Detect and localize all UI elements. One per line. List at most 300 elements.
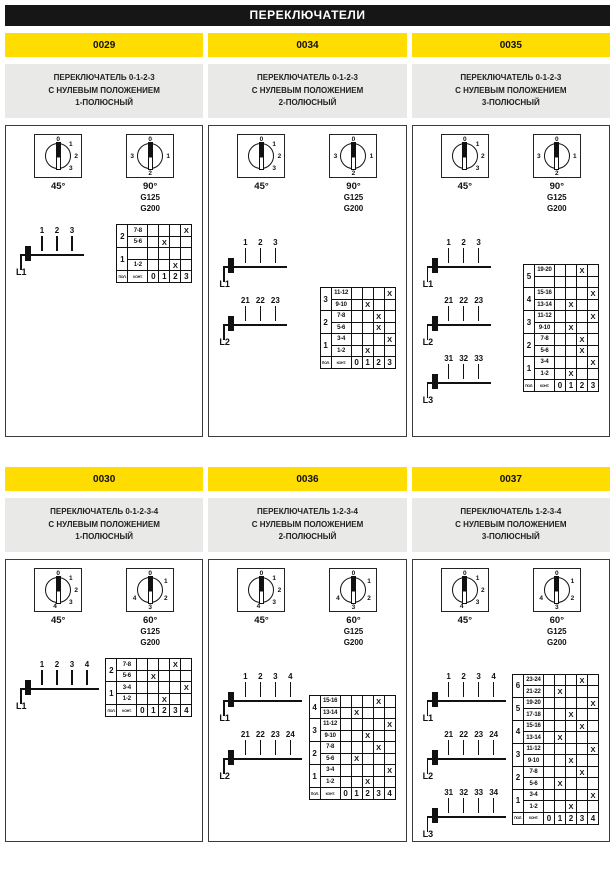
contacts-cell: 1-2 (523, 801, 543, 813)
contacts-cell: 11-12 (534, 311, 554, 323)
state-cell (351, 719, 362, 731)
knob-position-label: 2 (351, 169, 356, 177)
terminal-line (275, 306, 277, 321)
knob-position-label: 1 (163, 578, 168, 585)
pole-diagrams (423, 672, 507, 840)
x-mark-cell: X (576, 345, 587, 357)
terminal-number: 21 (444, 296, 454, 306)
terminal-line (493, 798, 495, 813)
rotary-switch-diagram (441, 134, 489, 178)
terminal-number: 3 (273, 238, 278, 248)
description-line: ПЕРЕКЛЮЧАТЕЛЬ 0-1-2-3 (256, 73, 358, 83)
description-line: ПЕРЕКЛЮЧАТЕЛЬ 1-2-3-4 (460, 507, 562, 517)
contact-table-wrap (523, 264, 599, 392)
knob-position-label: 3 (272, 598, 276, 606)
terminal-line (245, 248, 247, 263)
knob-position-label: 3 (69, 164, 73, 172)
description-block (5, 498, 203, 552)
state-cell (148, 236, 159, 248)
terminal-number: 22 (459, 730, 469, 740)
state-cell (362, 322, 373, 334)
state-cell (159, 259, 170, 271)
state-cell (587, 755, 598, 767)
knob-pointer-icon (351, 576, 356, 604)
table-footer-row (117, 271, 192, 283)
table-row (320, 288, 395, 300)
knob-position-label: 3 (475, 164, 480, 172)
actuator-block-icon (432, 258, 438, 273)
state-cell (137, 659, 148, 671)
code-header: 0034 (208, 33, 406, 57)
pole-diagrams (16, 226, 100, 278)
state-cell (587, 686, 598, 698)
terminal-line (463, 364, 465, 379)
x-mark-cell: X (384, 288, 395, 300)
knob-position-label: 2 (277, 152, 282, 160)
terminal-line (260, 740, 262, 755)
panel-cell-0029 (5, 33, 203, 437)
state-cell (543, 709, 554, 721)
state-cell (565, 697, 576, 709)
state-cell (373, 776, 384, 788)
table-row (512, 789, 598, 801)
contact-bar-line (427, 700, 506, 702)
state-cell (351, 311, 362, 323)
table-row (309, 719, 395, 731)
actuator-block-icon (228, 258, 234, 273)
pole-diagram (219, 296, 291, 348)
group-cell: 2 (106, 659, 117, 682)
table-row (309, 753, 395, 765)
position-cell: 3 (384, 357, 395, 369)
state-cell (587, 345, 598, 357)
contacts-cell: 13-14 (320, 707, 340, 719)
knob-row (413, 126, 609, 214)
state-cell (159, 225, 170, 237)
group-cell: 4 (512, 720, 523, 743)
description-line: 1-ПОЛЮСНЫЙ (75, 98, 134, 108)
state-cell (362, 288, 373, 300)
state-cell (181, 236, 192, 248)
knob-pointer-icon (148, 576, 153, 604)
terminal-line (71, 236, 73, 251)
pole-feed-label: L3 (422, 829, 434, 840)
group-cell: 3 (512, 743, 523, 766)
panel-body (209, 648, 405, 841)
pole-diagrams (219, 672, 303, 782)
pole-diagram (423, 730, 510, 782)
knob-position-label: 4 (336, 595, 340, 602)
group-cell: 2 (117, 225, 128, 248)
knob-position-label: 3 (351, 603, 356, 611)
knob-pointer-icon (259, 576, 264, 604)
terminal-number: 4 (288, 672, 293, 682)
state-cell (340, 730, 351, 742)
state-cell (373, 765, 384, 777)
contacts-cell: 9-10 (331, 299, 351, 311)
x-mark-cell: X (565, 755, 576, 767)
state-cell (587, 778, 598, 790)
state-cell (554, 368, 565, 380)
knob-position-label: 0 (463, 569, 467, 577)
terminal-number: 2 (461, 238, 466, 248)
knob-position-label: 2 (367, 595, 371, 602)
terminal-number: 2 (461, 672, 466, 682)
terminal-number: 3 (69, 226, 75, 236)
terminal-number: 31 (444, 788, 454, 798)
state-cell (373, 345, 384, 357)
state-cell (148, 225, 159, 237)
x-mark-cell: X (587, 288, 598, 300)
position-cell: 3 (170, 705, 181, 717)
code-header: 0030 (5, 467, 203, 491)
state-cell (148, 259, 159, 271)
group-cell: 3 (320, 288, 331, 311)
contact-table-wrap (320, 287, 396, 369)
contact-state-table (523, 264, 599, 392)
terminal-number: 4 (84, 660, 90, 670)
state-cell (554, 697, 565, 709)
knob-variant-label: G125 (547, 193, 567, 202)
terminal-number: 21 (240, 296, 250, 306)
table-row (309, 742, 395, 754)
x-mark-cell: X (362, 776, 373, 788)
description-line: ПЕРЕКЛЮЧАТЕЛЬ 0-1-2-3-4 (50, 507, 159, 517)
terminal-line (478, 740, 480, 755)
rotary-switch-diagram (34, 568, 82, 612)
state-cell (554, 334, 565, 346)
contact-state-table (105, 658, 192, 717)
contacts-cell: 5-6 (523, 778, 543, 790)
terminal-number: 34 (489, 788, 499, 798)
terminal-line (478, 364, 480, 379)
x-mark-cell: X (565, 299, 576, 311)
contacts-cell: 1-2 (331, 345, 351, 357)
table-row (117, 236, 192, 248)
state-cell (554, 322, 565, 334)
group-cell: 1 (106, 682, 117, 705)
terminal-line (260, 248, 262, 263)
terminal-number: 33 (474, 788, 484, 798)
state-cell (565, 357, 576, 369)
panel-body (209, 214, 405, 436)
contact-bar-line (20, 688, 99, 690)
description-block (412, 498, 610, 552)
state-cell (384, 345, 395, 357)
x-mark-cell: X (565, 801, 576, 813)
knob-pointer-icon (56, 142, 61, 170)
description-line: ПЕРЕКЛЮЧАТЕЛЬ 0-1-2-3 (53, 73, 155, 83)
contacts-cell: 13-14 (534, 299, 554, 311)
description-block (5, 64, 203, 118)
table-row (512, 766, 598, 778)
pole-diagrams (16, 660, 100, 712)
group-cell: 3 (309, 719, 320, 742)
table-row (309, 776, 395, 788)
state-cell (587, 709, 598, 721)
knob-position-label: 2 (163, 595, 168, 602)
state-cell (362, 753, 373, 765)
knob-variant-label: G200 (140, 204, 160, 214)
contacts-cell: 1-2 (534, 368, 554, 380)
state-cell (543, 778, 554, 790)
state-cell (587, 265, 598, 277)
description-block (208, 498, 406, 552)
terminal-line (463, 306, 465, 321)
table-row (523, 322, 598, 334)
pole-diagram (16, 226, 88, 278)
terminal-line (478, 248, 480, 263)
x-mark-cell: X (351, 707, 362, 719)
x-mark-cell: X (362, 730, 373, 742)
description-line: С НУЛЕВЫМ ПОЛОЖЕНИЕМ (48, 519, 160, 529)
terminal-number: 23 (270, 296, 280, 306)
knob-variant-label: G125 (140, 193, 160, 202)
switch-panel (5, 125, 203, 437)
x-mark-cell: X (587, 697, 598, 709)
state-cell (543, 720, 554, 732)
footer-cont-label: КОНТ. (331, 357, 351, 369)
table-row (512, 778, 598, 790)
table-row (106, 659, 192, 671)
terminal-line (448, 682, 450, 697)
state-cell (351, 345, 362, 357)
state-cell (587, 276, 598, 288)
position-cell: 0 (148, 271, 159, 283)
knob-angle-label: 45° (254, 615, 269, 626)
table-row (117, 225, 192, 237)
x-mark-cell: X (554, 732, 565, 744)
x-mark-cell: X (373, 322, 384, 334)
panel-cell-0037 (412, 467, 610, 842)
terminal-line (290, 740, 292, 755)
contact-bar-line (223, 700, 302, 702)
knob-row (209, 560, 405, 648)
contacts-cell: 1-2 (117, 693, 137, 705)
x-mark-cell: X (565, 709, 576, 721)
contacts-cell: 11-12 (320, 719, 340, 731)
x-mark-cell: X (587, 743, 598, 755)
x-mark-cell: X (373, 742, 384, 754)
state-cell (351, 299, 362, 311)
position-cell: 4 (181, 705, 192, 717)
knob-position-label: 3 (69, 598, 73, 606)
knob-position-label: 1 (475, 140, 480, 148)
contacts-cell: 19-20 (534, 265, 554, 277)
knob-position-label: 0 (351, 135, 356, 143)
contact-table-wrap (116, 224, 192, 283)
terminal-number: 3 (476, 238, 481, 248)
terminal-line (463, 682, 465, 697)
description-line: С НУЛЕВЫМ ПОЛОЖЕНИЕМ (251, 519, 364, 529)
table-row (523, 368, 598, 380)
state-cell (554, 345, 565, 357)
state-cell (565, 743, 576, 755)
state-cell (587, 801, 598, 813)
terminal-line (478, 306, 480, 321)
contacts-cell: 7-8 (117, 659, 137, 671)
knob-position-label: 4 (53, 603, 57, 611)
group-cell: 3 (523, 311, 534, 334)
knob-angle-label: 60° (549, 615, 564, 626)
description-block (412, 64, 610, 118)
state-cell (181, 659, 192, 671)
pole-feed-label: L1 (219, 713, 230, 724)
terminal-line (260, 682, 262, 697)
contacts-cell: 15-16 (320, 696, 340, 708)
actuator-block-icon (228, 692, 234, 707)
footer-cont-label: КОНТ. (320, 788, 340, 800)
state-cell (384, 742, 395, 754)
state-cell (576, 778, 587, 790)
contacts-cell: 3-4 (320, 765, 340, 777)
knob-position-label: 0 (463, 135, 467, 143)
footer-cont-label: КОНТ. (534, 380, 554, 392)
knob-position-label: 0 (555, 569, 559, 577)
knob-angle-label: 90° (142, 181, 158, 192)
knob-position-label: 0 (56, 135, 60, 143)
description-line: ПЕРЕКЛЮЧАТЕЛЬ 0-1-2-3 (460, 73, 562, 83)
group-cell: 2 (309, 742, 320, 765)
state-cell (384, 299, 395, 311)
pole-diagram (16, 660, 103, 712)
pole-diagrams (423, 238, 507, 406)
contact-table-wrap (309, 695, 396, 800)
state-cell (148, 693, 159, 705)
switch-panel (412, 559, 610, 842)
knob-variant-label: G200 (140, 638, 160, 648)
terminal-line (275, 682, 277, 697)
x-mark-cell: X (181, 682, 192, 694)
x-mark-cell: X (384, 334, 395, 346)
knob-position-label: 0 (56, 569, 60, 577)
state-cell (565, 720, 576, 732)
panel-grid (5, 33, 610, 842)
table-row (523, 334, 598, 346)
knob-row (6, 560, 202, 648)
knob-position-label: 2 (277, 586, 282, 594)
x-mark-cell: X (159, 236, 170, 248)
x-mark-cell: X (159, 693, 170, 705)
state-cell (565, 265, 576, 277)
position-cell: 2 (159, 705, 170, 717)
knob-position-label: 1 (573, 152, 577, 160)
knob-position-label: 3 (475, 598, 480, 606)
contacts-cell: 11-12 (523, 743, 543, 755)
description-line: С НУЛЕВЫМ ПОЛОЖЕНИЕМ (455, 85, 567, 95)
table-row (320, 311, 395, 323)
state-cell (373, 299, 384, 311)
group-cell: 5 (512, 697, 523, 720)
table-footer-row (309, 788, 395, 800)
code-header: 0037 (412, 467, 610, 491)
description-line: ПЕРЕКЛЮЧАТЕЛЬ 1-2-3-4 (256, 507, 358, 517)
state-cell (351, 288, 362, 300)
table-row (106, 682, 192, 694)
terminal-line (448, 740, 450, 755)
knob-position-label: 3 (130, 152, 134, 160)
knob-position-label: 3 (148, 603, 152, 611)
switch-panel (412, 125, 610, 437)
table-row (117, 248, 192, 260)
knob-position-label: 1 (369, 152, 374, 160)
terminal-line (275, 248, 277, 263)
rotary-switch-diagram (34, 134, 82, 178)
knob-position-label: 0 (259, 569, 264, 577)
knob-position-label: 1 (367, 578, 371, 585)
pole-feed-label: L2 (422, 771, 434, 782)
knob-variant-label: G125 (547, 627, 567, 636)
actuator-block-icon (228, 316, 234, 331)
contacts-cell: 17-18 (523, 709, 543, 721)
terminal-line (463, 740, 465, 755)
knob-angle-label: 60° (142, 615, 158, 626)
table-row (523, 345, 598, 357)
state-cell (170, 236, 181, 248)
knob-position-label: 0 (259, 135, 264, 143)
state-cell (543, 697, 554, 709)
position-cell: 1 (362, 357, 373, 369)
knob-position-label: 0 (148, 569, 152, 577)
state-cell (565, 276, 576, 288)
state-cell (351, 776, 362, 788)
state-cell (543, 674, 554, 686)
terminal-line (448, 248, 450, 263)
x-mark-cell: X (351, 753, 362, 765)
knob-position-label: 0 (148, 135, 152, 143)
knob-position-label: 1 (166, 152, 170, 160)
terminal-line (41, 236, 43, 251)
contacts-cell: 15-16 (523, 720, 543, 732)
state-cell (587, 732, 598, 744)
contacts-cell: 5-6 (534, 345, 554, 357)
actuator-block-icon (432, 692, 438, 707)
table-row (309, 707, 395, 719)
x-mark-cell: X (587, 311, 598, 323)
switch-panel (208, 125, 406, 437)
terminal-line (448, 306, 450, 321)
knob-left (34, 568, 82, 648)
terminal-number: 22 (459, 296, 469, 306)
state-cell (543, 743, 554, 755)
table-row (106, 670, 192, 682)
state-cell (373, 707, 384, 719)
terminal-number: 31 (444, 354, 454, 364)
pole-diagram (219, 672, 306, 724)
terminal-number: 4 (491, 672, 496, 682)
state-cell (340, 776, 351, 788)
state-cell (340, 707, 351, 719)
pole-diagram (219, 238, 291, 290)
state-cell (576, 368, 587, 380)
state-cell (576, 709, 587, 721)
state-cell (565, 345, 576, 357)
panel-cell-0034 (208, 33, 406, 437)
x-mark-cell: X (554, 778, 565, 790)
state-cell (137, 670, 148, 682)
contact-bar-line (223, 758, 302, 760)
terminal-line (71, 670, 73, 685)
knob-angle-label: 90° (346, 181, 361, 192)
code-header: 0035 (412, 33, 610, 57)
terminal-line (493, 682, 495, 697)
table-row (512, 674, 598, 686)
group-cell: 2 (320, 311, 331, 334)
terminal-line (41, 670, 43, 685)
terminal-line (463, 248, 465, 263)
contact-table-wrap (512, 674, 599, 825)
terminal-number: 21 (240, 730, 250, 740)
